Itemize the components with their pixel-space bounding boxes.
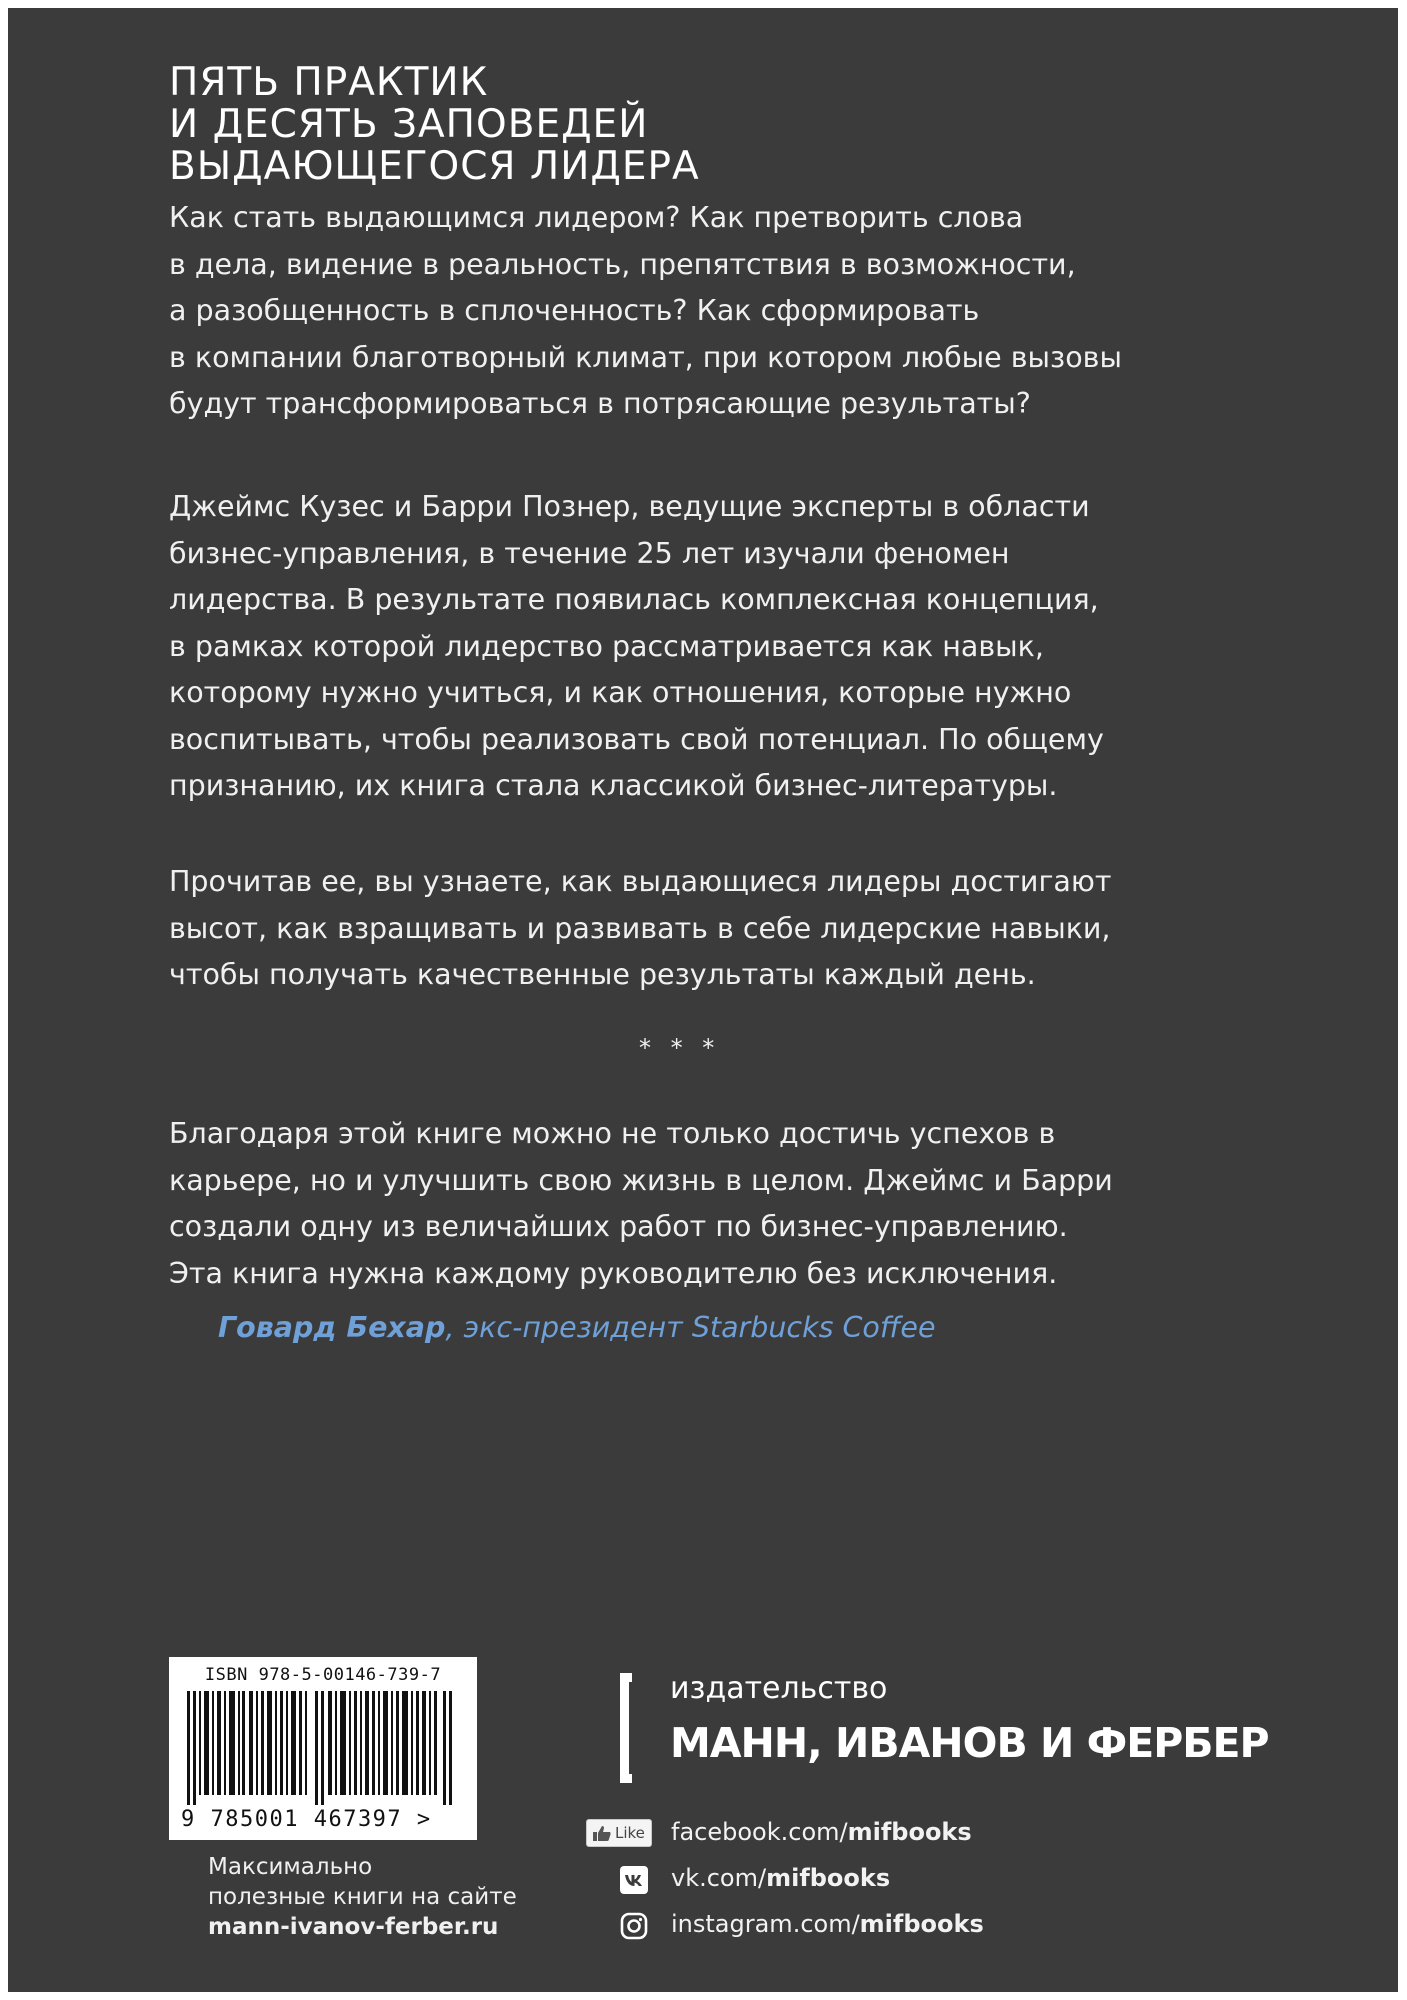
site-promo-line: полезные книги на сайте [208,1884,517,1910]
instagram-icon [620,1912,648,1940]
text-line: Джеймс Кузес и Барри Познер, ведущие эксперты в области [169,490,1090,523]
text-line: карьере, но и улучшить свою жизнь в целом. Джеймс и Барри [169,1163,1113,1197]
url-handle: mifbooks [859,1910,984,1938]
quote-attribution [218,1311,935,1344]
social-item-instagram[interactable] [586,1910,1086,1946]
title-line: ПЯТЬ ПРАКТИК [169,60,489,105]
description-paragraph-1 [169,195,1169,428]
text-line: Благодаря этой книге можно не только достичь успехов в [169,1117,1056,1150]
attribution-role: , экс-президент Starbucks Coffee [445,1311,936,1344]
vk-url[interactable] [671,1864,890,1892]
publisher-label: издательство [670,1671,888,1706]
title-line: И ДЕСЯТЬ ЗАПОВЕДЕЙ [169,102,649,147]
social-item-vk[interactable] [586,1864,1086,1900]
site-promo-line: Максимально [208,1854,373,1880]
title-line: ВЫДАЮЩЕГОСЯ ЛИДЕРА [169,144,700,189]
text-line: в рамках которой лидерство рассматривается как навык, [169,629,1044,663]
ean-digits: 9 785001 467397 > [181,1807,432,1832]
separator-stars: * * * [639,1034,721,1062]
text-line: Как стать выдающимся лидером? Как претворить слова [169,201,1024,234]
back-cover [8,8,1398,1992]
text-line: лидерства. В результате появилась комплексная концепция, [169,583,1099,616]
testimonial-quote [169,1111,1169,1297]
text-line: создали одну из величайших работ по бизнес-управлению. [169,1210,1068,1243]
vk-icon [620,1866,648,1894]
site-promo [208,1852,517,1942]
text-line: будут трансформироваться в потрясающие результаты? [169,387,1031,420]
facebook-url[interactable] [671,1818,972,1846]
publisher-name: МАНН, ИВАНОВ И ФЕРБЕР [670,1719,1269,1767]
url-prefix: instagram.com/ [671,1910,860,1938]
publisher-bracket-icon [620,1673,632,1783]
url-handle: mifbooks [847,1818,972,1846]
facebook-like-icon[interactable] [586,1819,652,1847]
text-line: в компании благотворный климат, при котором любые вызовы [169,340,1122,374]
isbn-barcode [169,1657,477,1840]
url-prefix: facebook.com/ [671,1818,848,1846]
text-line: в дела, видение в реальность, препятствия в возможности, [169,247,1076,281]
site-url-link[interactable]: mann-ivanov-ferber.ru [208,1914,499,1940]
social-item-facebook[interactable] [586,1818,1086,1854]
cover-title [169,62,700,188]
text-line: бизнес-управления, в течение 25 лет изучали феномен [169,536,1010,570]
attribution-name: Говард Бехар [218,1311,446,1344]
text-line: а разобщенность в сплоченность? Как сформировать [169,294,980,327]
text-line: высот, как взращивать и развивать в себе лидерские навыки, [169,911,1111,945]
text-line: Эта книга нужна каждому руководителю без исключения. [169,1256,1058,1290]
instagram-url[interactable] [671,1910,984,1938]
description-paragraph-2 [169,484,1169,810]
text-line: воспитывать, чтобы реализовать свой потенциал. По общему [169,722,1104,756]
text-line: Прочитав ее, вы узнаете, как выдающиеся лидеры достигают [169,865,1112,898]
text-line: чтобы получать качественные результаты каждый день. [169,958,1036,991]
isbn-number: ISBN 978-5-00146-739-7 [204,1665,442,1685]
text-line: признанию, их книга стала классикой бизнес-литературы. [169,769,1058,802]
url-handle: mifbooks [766,1864,891,1892]
barcode-bars-icon [187,1691,459,1805]
thumbs-up-icon [592,1825,612,1842]
text-line: которому нужно учиться, и как отношения, которые нужно [169,676,1072,709]
description-paragraph-3 [169,859,1169,999]
like-label: Like [615,1824,645,1842]
url-prefix: vk.com/ [671,1864,767,1892]
